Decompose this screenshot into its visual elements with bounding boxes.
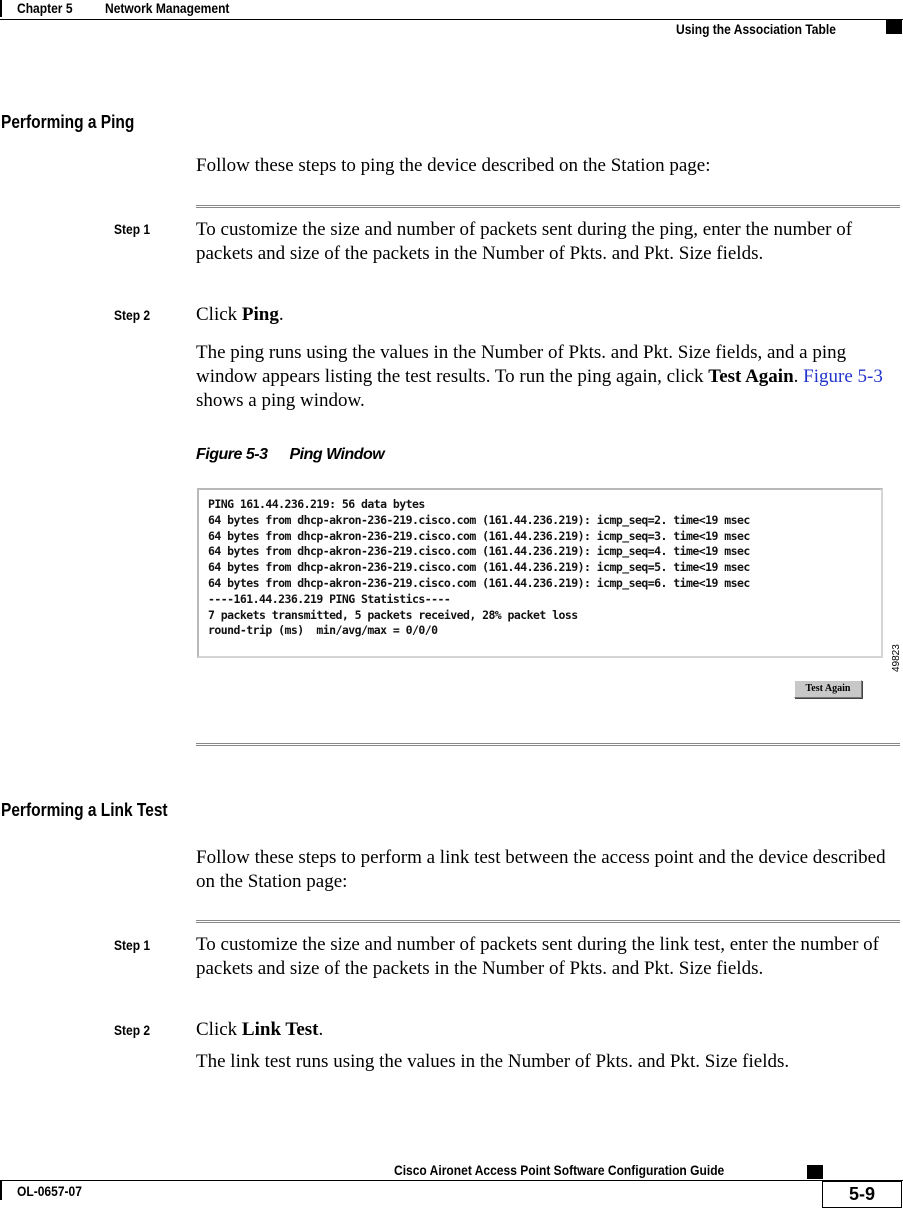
link-test-heading: Performing a Link Test [1,800,168,820]
footer-guide-title: Cisco Aironet Access Point Software Configuration Guide [394,1162,725,1178]
ping-result-text [196,341,900,413]
ping-output-line: 64 bytes from dhcp-akron-236-219.cisco.com (161.44.236.219): icmp_seq=6. time<19 msec [208,575,750,590]
ping-step2-label: Step 2 [114,307,151,323]
footer-doc-number: OL-0657-07 [17,1183,82,1199]
ping-heading: Performing a Ping [1,112,135,132]
figure-title: Ping Window [289,446,385,463]
link-step2-prefix: Click [196,1019,242,1040]
header-left-bar [0,0,2,17]
header-chapter-title: Network Management [105,0,230,16]
ping-step2-text [196,303,896,327]
footer-page-number: 5-9 [848,1184,875,1204]
footer-black-block [807,1165,823,1179]
link-step2-suffix: . [318,1019,324,1040]
link-result-text: The link test runs using the values in the Number of Pkts. and Pkt. Size fields. [196,1051,790,1072]
figure-number: Figure 5-3 [196,446,268,463]
ping-output [208,497,750,639]
ping-window [197,488,883,658]
ping-step1-label: Step 1 [114,221,151,237]
footer-rule [0,1180,903,1181]
figure-caption [196,446,384,464]
ping-step2-bold: Ping [241,304,279,325]
figure-5-3-link[interactable]: Figure 5-3 [803,366,883,387]
ping-output-line: round-trip (ms) min/avg/max = 0/0/0 [208,623,438,638]
header-chapter: Chapter 5 [17,0,73,16]
ping-result-part2: . [793,366,804,387]
ping-steps-rule [196,205,900,208]
ping-output-line: 64 bytes from dhcp-akron-236-219.cisco.com (161.44.236.219): icmp_seq=3. time<19 msec [208,528,750,543]
link-step2-label: Step 2 [114,1022,151,1038]
footer-left-bar [0,1180,2,1200]
ping-step2-prefix: Click [196,304,242,325]
ping-result-part1: The ping runs using the values in the Number of Pkts. and Pkt. Size fields, and a ping window appears listing the test results. To run the ping again, click [196,342,847,387]
ping-output-line: 64 bytes from dhcp-akron-236-219.cisco.com (161.44.236.219): icmp_seq=5. time<19 msec [208,560,750,575]
link-step1-label: Step 1 [114,937,151,953]
ping-result-part3: shows a ping window. [196,390,365,411]
ping-output-line: PING 161.44.236.219: 56 data bytes [208,497,425,511]
footer-page-box [822,1181,902,1208]
ping-output-line: 64 bytes from dhcp-akron-236-219.cisco.com (161.44.236.219): icmp_seq=4. time<19 msec [208,544,750,559]
test-again-button[interactable] [794,680,862,698]
link-step2-text [196,1018,896,1042]
ping-output-line: 7 packets transmitted, 5 packets received, 28% packet loss [208,607,578,622]
ping-output-line: 64 bytes from dhcp-akron-236-219.cisco.com (161.44.236.219): icmp_seq=2. time<19 msec [208,512,750,527]
ping-step1-text: To customize the size and number of packets sent during the ping, enter the number of packets and size of the packets in the Number of Pkts. and Pkt. Size fields. [196,219,853,264]
link-test-intro: Follow these steps to perform a link test between the access point and the device described on the Station page: [196,847,886,892]
figure-id: 49823 [891,644,902,672]
link-step1-text: To customize the size and number of packets sent during the link test, enter the number of packets and size of the packets in the Number of Pkts. and Pkt. Size fields. [196,934,879,979]
header-rule [0,19,903,20]
header-black-block [886,20,902,34]
ping-result-bold: Test Again [708,366,794,387]
link-steps-rule [196,920,900,923]
ping-output-line: ----161.44.236.219 PING Statistics---- [208,591,451,606]
header-section: Using the Association Table [676,21,836,37]
link-step2-bold: Link Test [241,1019,319,1040]
test-again-label: Test Again [805,683,851,694]
ping-intro: Follow these steps to ping the device described on the Station page: [196,155,711,176]
ping-step2-suffix: . [278,304,284,325]
ping-figure-bottom-rule [196,743,900,746]
